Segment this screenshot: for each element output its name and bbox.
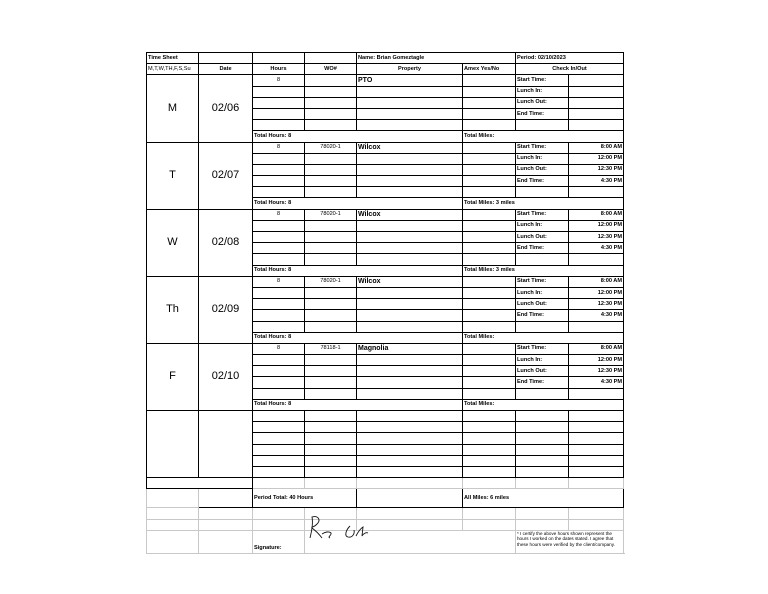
property-name: PTO [357, 75, 463, 86]
property-name: Wilcox [357, 142, 463, 153]
period-total-row [147, 489, 624, 508]
total-hours: Total Hours: 8 [253, 131, 463, 142]
day-date: 02/06 [199, 75, 253, 142]
lunch-out-label: Lunch Out: [516, 97, 569, 108]
signature-mark [300, 512, 390, 544]
total-hours: Total Hours: 8 [253, 332, 463, 343]
end-time-label: End Time: [516, 243, 569, 254]
end-time-label: End Time: [516, 310, 569, 321]
col-amex: Amex Yes/No [463, 64, 516, 75]
total-miles: Total Miles: [463, 399, 624, 410]
start-label: Start Time: [516, 209, 569, 220]
lunch-in-label: Lunch In: [516, 220, 569, 231]
property-name: Wilcox [357, 276, 463, 287]
hours-value: 8 [253, 75, 305, 86]
start-time: 8:00 AM [569, 209, 624, 220]
end-time-label: End Time: [516, 377, 569, 388]
start-time [569, 75, 624, 86]
day-row [147, 75, 624, 86]
start-label: Start Time: [516, 343, 569, 354]
timesheet [146, 52, 623, 554]
day-row [147, 276, 624, 287]
end-time-time: 4:30 PM [569, 310, 624, 321]
start-label: Start Time: [516, 75, 569, 86]
end-time-time: 4:30 PM [569, 176, 624, 187]
property-name: Wilcox [357, 209, 463, 220]
wo-number: 78020-1 [305, 276, 357, 287]
lunch-out-label: Lunch Out: [516, 366, 569, 377]
start-time: 8:00 AM [569, 343, 624, 354]
period-total: Period Total: 40 Hours [253, 489, 357, 508]
empty-row [147, 411, 624, 422]
col-check: Check In/Out [516, 64, 624, 75]
end-time-label: End Time: [516, 108, 569, 119]
column-header-row [147, 64, 624, 75]
end-time-time: 4:30 PM [569, 243, 624, 254]
wo-number [305, 75, 357, 86]
total-hours: Total Hours: 8 [253, 265, 463, 276]
lunch-out-label: Lunch Out: [516, 164, 569, 175]
all-miles: All Miles: 6 miles [463, 489, 624, 508]
title-row [147, 53, 624, 64]
hours-value: 8 [253, 209, 305, 220]
total-hours: Total Hours: 8 [253, 399, 463, 410]
day-label: Th [147, 276, 199, 343]
hours-value: 8 [253, 142, 305, 153]
lunch-out-time: 12:30 PM [569, 366, 624, 377]
lunch-in-label: Lunch In: [516, 153, 569, 164]
day-label: F [147, 343, 199, 410]
total-miles: Total Miles: [463, 332, 624, 343]
lunch-in-time: 12:00 PM [569, 355, 624, 366]
day-date: 02/08 [199, 209, 253, 276]
day-label: T [147, 142, 199, 209]
start-time: 8:00 AM [569, 142, 624, 153]
day-label: M [147, 75, 199, 142]
day-date: 02/07 [199, 142, 253, 209]
lunch-in-label: Lunch In: [516, 287, 569, 298]
start-label: Start Time: [516, 276, 569, 287]
lunch-in-time: 12:00 PM [569, 153, 624, 164]
wo-number: 78020-1 [305, 142, 357, 153]
separator-row [147, 478, 624, 489]
day-date: 02/09 [199, 276, 253, 343]
col-wo: WO# [305, 64, 357, 75]
lunch-out-time [569, 97, 624, 108]
lunch-in-time [569, 86, 624, 97]
day-row [147, 209, 624, 220]
day-label: W [147, 209, 199, 276]
col-hours: Hours [253, 64, 305, 75]
wo-number: 78118-1 [305, 343, 357, 354]
property-name: Magnolia [357, 343, 463, 354]
lunch-out-label: Lunch Out: [516, 299, 569, 310]
lunch-in-label: Lunch In: [516, 355, 569, 366]
certification-note: * I certify the above hours shown represent the hours I worked on the dates stated. I agree that these hours were verified by the client/company. [516, 530, 624, 553]
start-time: 8:00 AM [569, 276, 624, 287]
end-time-time: 4:30 PM [569, 377, 624, 388]
day-date: 02/10 [199, 343, 253, 410]
signature-label: Signature: [253, 530, 305, 553]
lunch-out-label: Lunch Out: [516, 232, 569, 243]
lunch-out-time: 12:30 PM [569, 164, 624, 175]
lunch-out-time: 12:30 PM [569, 232, 624, 243]
hours-value: 8 [253, 276, 305, 287]
days-key: M,T,W,TH,F,S,Su [147, 64, 199, 75]
total-miles: Total Miles: [463, 131, 624, 142]
total-hours: Total Hours: 8 [253, 198, 463, 209]
lunch-in-time: 12:00 PM [569, 287, 624, 298]
start-label: Start Time: [516, 142, 569, 153]
col-date: Date [199, 64, 253, 75]
timesheet-table [146, 52, 624, 554]
total-miles: Total Miles: 3 miles [463, 198, 624, 209]
day-row [147, 142, 624, 153]
employee-name: Name: Brian Gomeztagle [357, 53, 516, 64]
lunch-in-label: Lunch In: [516, 86, 569, 97]
lunch-in-time: 12:00 PM [569, 220, 624, 231]
end-time-time [569, 108, 624, 119]
total-miles: Total Miles: 3 miles [463, 265, 624, 276]
lunch-out-time: 12:30 PM [569, 299, 624, 310]
wo-number: 78020-1 [305, 209, 357, 220]
day-row [147, 343, 624, 354]
end-time-label: End Time: [516, 176, 569, 187]
period-date: Period: 02/10/2023 [516, 53, 624, 64]
hours-value: 8 [253, 343, 305, 354]
col-property: Property [357, 64, 463, 75]
sheet-title: Time Sheet [147, 53, 199, 64]
